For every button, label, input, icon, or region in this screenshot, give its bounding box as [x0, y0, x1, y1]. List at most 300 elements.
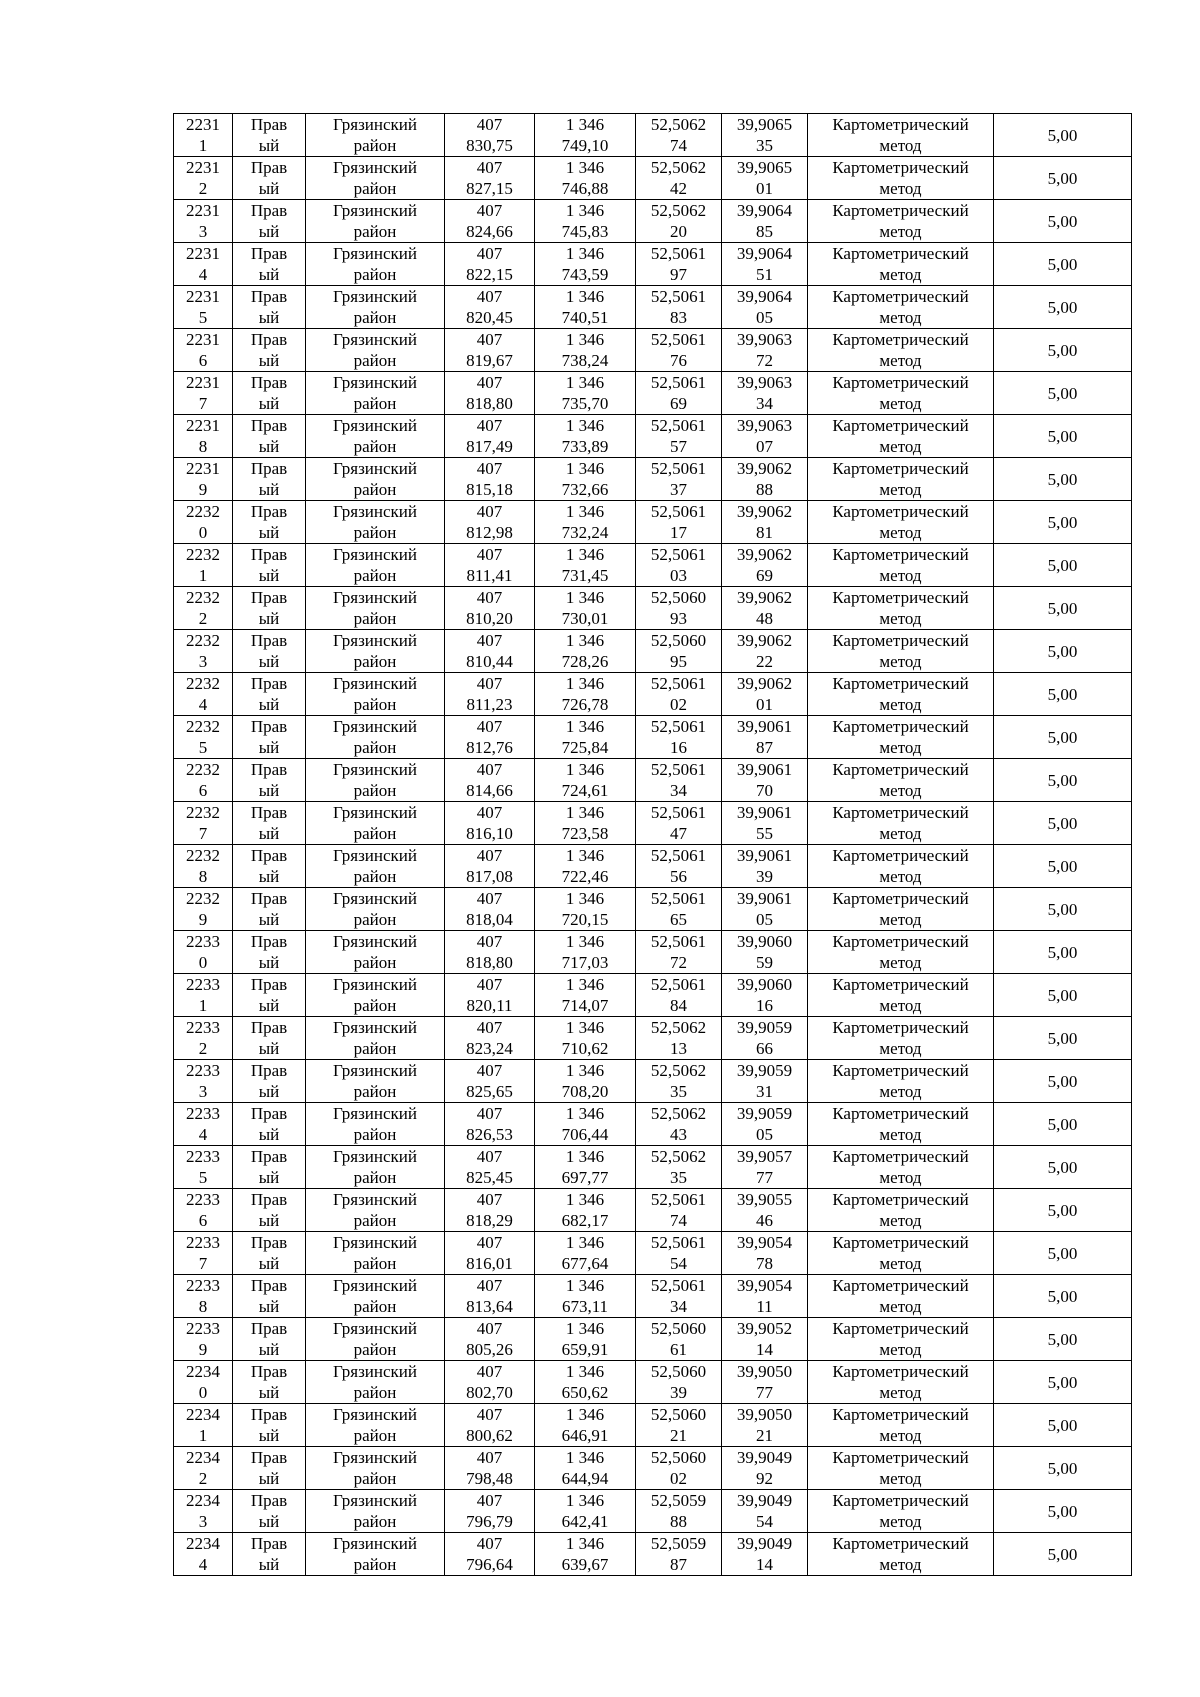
y-coordinate-cell-line: 1 346 — [565, 373, 605, 392]
bank-side-cell-line: ый — [258, 867, 280, 886]
method-cell-line: Картометрический — [832, 674, 969, 693]
longitude-cell-line: 39,9057 — [736, 1147, 793, 1166]
latitude-cell-line: 52,5060 — [650, 1362, 707, 1381]
bank-side-cell-line: ый — [258, 1555, 280, 1574]
y-coordinate-cell-line: 1 346 — [565, 846, 605, 865]
longitude-cell-line: 05 — [756, 910, 773, 929]
district-cell — [306, 888, 445, 931]
x-coordinate-cell-line: 407 — [476, 1534, 503, 1553]
point-number-cell-line: 2233 — [186, 1104, 220, 1123]
accuracy-cell-line: 5,00 — [1047, 469, 1078, 489]
y-coordinate-cell-line: 1 346 — [565, 717, 605, 736]
point-number-cell — [174, 888, 233, 931]
method-cell — [808, 372, 994, 415]
method-cell-line: Картометрический — [832, 717, 969, 736]
bank-side-cell-line: ый — [258, 1039, 280, 1058]
bank-side-cell — [233, 888, 306, 931]
longitude-cell-line: 39,9062 — [736, 588, 793, 607]
latitude-cell-line: 35 — [670, 1168, 687, 1187]
bank-side-cell-line: Прав — [250, 1276, 288, 1295]
longitude-cell-line: 14 — [756, 1340, 773, 1359]
y-coordinate-cell-line: 644,94 — [561, 1469, 609, 1488]
accuracy-cell — [994, 845, 1132, 888]
x-coordinate-cell-line: 407 — [476, 846, 503, 865]
latitude-cell — [636, 1060, 722, 1103]
method-cell — [808, 673, 994, 716]
method-cell-line: Картометрический — [832, 932, 969, 951]
district-cell-line: район — [353, 1512, 397, 1531]
longitude-cell-line: 31 — [756, 1082, 773, 1101]
bank-side-cell — [233, 1490, 306, 1533]
district-cell-line: Грязинский — [333, 631, 417, 650]
longitude-cell-line: 39 — [756, 867, 773, 886]
method-cell-line: Картометрический — [832, 1276, 969, 1295]
longitude-cell — [722, 845, 808, 888]
longitude-cell-line: 39,9065 — [736, 158, 793, 177]
latitude-cell-line: 52,5060 — [650, 631, 707, 650]
method-cell-line: метод — [879, 1383, 922, 1402]
accuracy-cell-line: 5,00 — [1047, 297, 1078, 317]
longitude-cell — [722, 931, 808, 974]
longitude-cell-line: 39,9063 — [736, 373, 793, 392]
district-cell — [306, 630, 445, 673]
x-coordinate-cell-line: 407 — [476, 545, 503, 564]
latitude-cell-line: 57 — [670, 437, 687, 456]
district-cell — [306, 1490, 445, 1533]
point-number-cell-line: 2 — [198, 609, 208, 628]
latitude-cell-line: 52,5059 — [650, 1491, 707, 1510]
method-cell-line: Картометрический — [832, 1147, 969, 1166]
district-cell-line: Грязинский — [333, 803, 417, 822]
method-cell-line: Картометрический — [832, 416, 969, 435]
point-number-cell-line: 0 — [198, 523, 208, 542]
bank-side-cell — [233, 1404, 306, 1447]
longitude-cell — [722, 544, 808, 587]
method-cell — [808, 286, 994, 329]
point-number-cell — [174, 759, 233, 802]
bank-side-cell-line: Прав — [250, 158, 288, 177]
method-cell-line: Картометрический — [832, 158, 969, 177]
table-row — [174, 1533, 1132, 1576]
x-coordinate-cell — [445, 888, 535, 931]
point-number-cell-line: 2233 — [186, 1233, 220, 1252]
y-coordinate-cell-line: 732,24 — [561, 523, 609, 542]
method-cell-line: Картометрический — [832, 244, 969, 263]
district-cell-line: Грязинский — [333, 502, 417, 521]
x-coordinate-cell-line: 407 — [476, 1319, 503, 1338]
latitude-cell — [636, 114, 722, 157]
y-coordinate-cell — [535, 888, 636, 931]
point-number-cell-line: 0 — [198, 953, 208, 972]
x-coordinate-cell-line: 407 — [476, 502, 503, 521]
bank-side-cell-line: ый — [258, 824, 280, 843]
latitude-cell-line: 52,5061 — [650, 287, 707, 306]
y-coordinate-cell-line: 1 346 — [565, 588, 605, 607]
latitude-cell — [636, 1103, 722, 1146]
y-coordinate-cell-line: 677,64 — [561, 1254, 609, 1273]
accuracy-cell-line: 5,00 — [1047, 211, 1078, 231]
bank-side-cell-line: Прав — [250, 1534, 288, 1553]
y-coordinate-cell-line: 1 346 — [565, 1319, 605, 1338]
accuracy-cell-line: 5,00 — [1047, 1329, 1078, 1349]
method-cell-line: метод — [879, 308, 922, 327]
longitude-cell — [722, 759, 808, 802]
point-number-cell — [174, 1533, 233, 1576]
method-cell-line: Картометрический — [832, 846, 969, 865]
y-coordinate-cell-line: 738,24 — [561, 351, 609, 370]
y-coordinate-cell-line: 706,44 — [561, 1125, 609, 1144]
latitude-cell — [636, 1232, 722, 1275]
longitude-cell-line: 54 — [756, 1512, 773, 1531]
x-coordinate-cell-line: 407 — [476, 1190, 503, 1209]
bank-side-cell-line: ый — [258, 953, 280, 972]
latitude-cell-line: 52,5061 — [650, 1276, 707, 1295]
bank-side-cell — [233, 673, 306, 716]
latitude-cell-line: 52,5061 — [650, 545, 707, 564]
method-cell-line: Картометрический — [832, 1448, 969, 1467]
accuracy-cell-line: 5,00 — [1047, 985, 1078, 1005]
y-coordinate-cell-line: 1 346 — [565, 1448, 605, 1467]
point-number-cell — [174, 458, 233, 501]
method-cell-line: Картометрический — [832, 330, 969, 349]
bank-side-cell-line: Прав — [250, 1319, 288, 1338]
y-coordinate-cell — [535, 544, 636, 587]
bank-side-cell — [233, 415, 306, 458]
latitude-cell — [636, 1318, 722, 1361]
y-coordinate-cell-line: 1 346 — [565, 1018, 605, 1037]
x-coordinate-cell-line: 818,80 — [466, 394, 513, 413]
point-number-cell — [174, 1103, 233, 1146]
method-cell — [808, 114, 994, 157]
accuracy-cell — [994, 157, 1132, 200]
method-cell-line: метод — [879, 1512, 922, 1531]
point-number-cell-line: 8 — [198, 867, 208, 886]
longitude-cell-line: 05 — [756, 1125, 773, 1144]
longitude-cell-line: 34 — [756, 394, 773, 413]
y-coordinate-cell — [535, 1361, 636, 1404]
y-coordinate-cell-line: 1 346 — [565, 1405, 605, 1424]
latitude-cell-line: 52,5061 — [650, 760, 707, 779]
district-cell-line: Грязинский — [333, 975, 417, 994]
latitude-cell-line: 87 — [670, 1555, 687, 1574]
latitude-cell — [636, 1361, 722, 1404]
district-cell — [306, 673, 445, 716]
point-number-cell-line: 0 — [198, 1383, 208, 1402]
longitude-cell — [722, 243, 808, 286]
longitude-cell — [722, 802, 808, 845]
longitude-cell — [722, 716, 808, 759]
accuracy-cell — [994, 1318, 1132, 1361]
latitude-cell-line: 74 — [670, 136, 687, 155]
district-cell — [306, 1189, 445, 1232]
point-number-cell-line: 2231 — [186, 373, 220, 392]
bank-side-cell-line: Прав — [250, 588, 288, 607]
bank-side-cell — [233, 1447, 306, 1490]
longitude-cell-line: 39,9049 — [736, 1491, 793, 1510]
district-cell-line: Грязинский — [333, 373, 417, 392]
bank-side-cell-line: ый — [258, 910, 280, 929]
accuracy-cell — [994, 802, 1132, 845]
latitude-cell — [636, 716, 722, 759]
bank-side-cell — [233, 1361, 306, 1404]
y-coordinate-cell — [535, 501, 636, 544]
table-row — [174, 458, 1132, 501]
accuracy-cell — [994, 759, 1132, 802]
point-number-cell — [174, 415, 233, 458]
longitude-cell — [722, 415, 808, 458]
longitude-cell-line: 39,9062 — [736, 631, 793, 650]
longitude-cell-line: 92 — [756, 1469, 773, 1488]
bank-side-cell-line: Прав — [250, 932, 288, 951]
x-coordinate-cell-line: 407 — [476, 1276, 503, 1295]
method-cell — [808, 974, 994, 1017]
x-coordinate-cell-line: 817,49 — [466, 437, 513, 456]
y-coordinate-cell-line: 1 346 — [565, 1190, 605, 1209]
bank-side-cell — [233, 931, 306, 974]
latitude-cell-line: 76 — [670, 351, 687, 370]
longitude-cell — [722, 1404, 808, 1447]
district-cell-line: район — [353, 1555, 397, 1574]
method-cell — [808, 802, 994, 845]
longitude-cell-line: 21 — [756, 1426, 773, 1445]
bank-side-cell-line: ый — [258, 1254, 280, 1273]
bank-side-cell-line: ый — [258, 1340, 280, 1359]
district-cell-line: Грязинский — [333, 717, 417, 736]
district-cell — [306, 1146, 445, 1189]
district-cell-line: район — [353, 953, 397, 972]
y-coordinate-cell — [535, 1275, 636, 1318]
longitude-cell-line: 39,9060 — [736, 932, 793, 951]
latitude-cell — [636, 630, 722, 673]
accuracy-cell-line: 5,00 — [1047, 1028, 1078, 1048]
longitude-cell-line: 39,9062 — [736, 545, 793, 564]
longitude-cell-line: 39,9059 — [736, 1018, 793, 1037]
longitude-cell-line: 87 — [756, 738, 773, 757]
longitude-cell-line: 35 — [756, 136, 773, 155]
bank-side-cell-line: ый — [258, 179, 280, 198]
y-coordinate-cell — [535, 1189, 636, 1232]
district-cell — [306, 931, 445, 974]
point-number-cell-line: 5 — [198, 1168, 208, 1187]
longitude-cell-line: 55 — [756, 824, 773, 843]
method-cell-line: метод — [879, 695, 922, 714]
y-coordinate-cell-line: 720,15 — [561, 910, 609, 929]
district-cell-line: район — [353, 910, 397, 929]
bank-side-cell-line: ый — [258, 1512, 280, 1531]
district-cell-line: район — [353, 1297, 397, 1316]
bank-side-cell-line: ый — [258, 222, 280, 241]
longitude-cell-line: 78 — [756, 1254, 773, 1273]
district-cell — [306, 243, 445, 286]
method-cell-line: метод — [879, 1340, 922, 1359]
point-number-cell-line: 2231 — [186, 201, 220, 220]
district-cell — [306, 329, 445, 372]
district-cell-line: район — [353, 695, 397, 714]
accuracy-cell-line: 5,00 — [1047, 254, 1078, 274]
point-number-cell — [174, 1017, 233, 1060]
bank-side-cell-line: ый — [258, 652, 280, 671]
latitude-cell-line: 52,5062 — [650, 115, 707, 134]
method-cell — [808, 1189, 994, 1232]
point-number-cell-line: 2232 — [186, 717, 220, 736]
table-row — [174, 243, 1132, 286]
x-coordinate-cell — [445, 200, 535, 243]
accuracy-cell — [994, 286, 1132, 329]
x-coordinate-cell — [445, 544, 535, 587]
latitude-cell-line: 52,5061 — [650, 717, 707, 736]
longitude-cell-line: 39,9059 — [736, 1061, 793, 1080]
y-coordinate-cell — [535, 243, 636, 286]
bank-side-cell — [233, 716, 306, 759]
y-coordinate-cell-line: 708,20 — [561, 1082, 609, 1101]
method-cell — [808, 200, 994, 243]
latitude-cell-line: 39 — [670, 1383, 687, 1402]
district-cell — [306, 1232, 445, 1275]
point-number-cell-line: 4 — [198, 695, 208, 714]
latitude-cell-line: 52,5061 — [650, 373, 707, 392]
x-coordinate-cell-line: 407 — [476, 975, 503, 994]
point-number-cell — [174, 1060, 233, 1103]
table-body — [174, 114, 1132, 1576]
district-cell-line: Грязинский — [333, 459, 417, 478]
x-coordinate-cell-line: 816,10 — [466, 824, 513, 843]
district-cell-line: район — [353, 1168, 397, 1187]
district-cell — [306, 1103, 445, 1146]
longitude-cell — [722, 1275, 808, 1318]
accuracy-cell — [994, 372, 1132, 415]
point-number-cell-line: 8 — [198, 437, 208, 456]
x-coordinate-cell-line: 407 — [476, 631, 503, 650]
accuracy-cell — [994, 1447, 1132, 1490]
table-row — [174, 1275, 1132, 1318]
point-number-cell — [174, 716, 233, 759]
method-cell-line: Картометрический — [832, 889, 969, 908]
latitude-cell-line: 52,5061 — [650, 674, 707, 693]
district-cell-line: район — [353, 394, 397, 413]
y-coordinate-cell-line: 1 346 — [565, 502, 605, 521]
longitude-cell — [722, 673, 808, 716]
x-coordinate-cell-line: 830,75 — [466, 136, 513, 155]
x-coordinate-cell — [445, 114, 535, 157]
longitude-cell-line: 01 — [756, 695, 773, 714]
method-cell-line: метод — [879, 437, 922, 456]
latitude-cell — [636, 329, 722, 372]
y-coordinate-cell-line: 1 346 — [565, 459, 605, 478]
district-cell-line: Грязинский — [333, 1448, 417, 1467]
bank-side-cell-line: Прав — [250, 631, 288, 650]
accuracy-cell-line: 5,00 — [1047, 1415, 1078, 1435]
latitude-cell — [636, 587, 722, 630]
longitude-cell-line: 22 — [756, 652, 773, 671]
method-cell-line: метод — [879, 1297, 922, 1316]
x-coordinate-cell — [445, 759, 535, 802]
district-cell-line: Грязинский — [333, 1233, 417, 1252]
x-coordinate-cell — [445, 587, 535, 630]
method-cell — [808, 1447, 994, 1490]
longitude-cell-line: 39,9061 — [736, 803, 793, 822]
point-number-cell-line: 2232 — [186, 803, 220, 822]
method-cell — [808, 888, 994, 931]
longitude-cell-line: 39,9065 — [736, 115, 793, 134]
bank-side-cell-line: Прав — [250, 975, 288, 994]
latitude-cell-line: 43 — [670, 1125, 687, 1144]
y-coordinate-cell-line: 1 346 — [565, 1362, 605, 1381]
method-cell-line: метод — [879, 394, 922, 413]
accuracy-cell-line: 5,00 — [1047, 340, 1078, 360]
table-row — [174, 845, 1132, 888]
longitude-cell-line: 88 — [756, 480, 773, 499]
latitude-cell — [636, 1404, 722, 1447]
method-cell-line: метод — [879, 609, 922, 628]
longitude-cell — [722, 587, 808, 630]
method-cell — [808, 1060, 994, 1103]
district-cell — [306, 458, 445, 501]
y-coordinate-cell-line: 735,70 — [561, 394, 609, 413]
x-coordinate-cell-line: 819,67 — [466, 351, 513, 370]
latitude-cell — [636, 1017, 722, 1060]
method-cell — [808, 630, 994, 673]
x-coordinate-cell — [445, 1361, 535, 1404]
latitude-cell-line: 34 — [670, 781, 687, 800]
accuracy-cell — [994, 673, 1132, 716]
bank-side-cell-line: Прав — [250, 502, 288, 521]
accuracy-cell — [994, 1103, 1132, 1146]
latitude-cell-line: 52,5061 — [650, 244, 707, 263]
point-number-cell — [174, 1232, 233, 1275]
x-coordinate-cell-line: 805,26 — [466, 1340, 513, 1359]
accuracy-cell-line: 5,00 — [1047, 512, 1078, 532]
point-number-cell — [174, 286, 233, 329]
longitude-cell-line: 59 — [756, 953, 773, 972]
bank-side-cell-line: Прав — [250, 1491, 288, 1510]
y-coordinate-cell-line: 1 346 — [565, 1061, 605, 1080]
accuracy-cell — [994, 974, 1132, 1017]
x-coordinate-cell — [445, 716, 535, 759]
bank-side-cell-line: ый — [258, 136, 280, 155]
y-coordinate-cell-line: 749,10 — [561, 136, 609, 155]
district-cell-line: Грязинский — [333, 244, 417, 263]
y-coordinate-cell — [535, 931, 636, 974]
x-coordinate-cell — [445, 1404, 535, 1447]
district-cell-line: район — [353, 1082, 397, 1101]
method-cell — [808, 1318, 994, 1361]
y-coordinate-cell-line: 1 346 — [565, 416, 605, 435]
method-cell-line: метод — [879, 1039, 922, 1058]
longitude-cell-line: 39,9050 — [736, 1362, 793, 1381]
y-coordinate-cell — [535, 845, 636, 888]
accuracy-cell-line: 5,00 — [1047, 168, 1078, 188]
method-cell-line: метод — [879, 652, 922, 671]
x-coordinate-cell — [445, 1017, 535, 1060]
x-coordinate-cell — [445, 1232, 535, 1275]
x-coordinate-cell-line: 407 — [476, 115, 503, 134]
longitude-cell-line: 39,9059 — [736, 1104, 793, 1123]
x-coordinate-cell-line: 407 — [476, 674, 503, 693]
y-coordinate-cell — [535, 1232, 636, 1275]
x-coordinate-cell-line: 407 — [476, 588, 503, 607]
x-coordinate-cell-line: 407 — [476, 287, 503, 306]
longitude-cell — [722, 372, 808, 415]
y-coordinate-cell — [535, 1318, 636, 1361]
table-row — [174, 1404, 1132, 1447]
bank-side-cell-line: Прав — [250, 760, 288, 779]
method-cell-line: Картометрический — [832, 1405, 969, 1424]
y-coordinate-cell-line: 732,66 — [561, 480, 609, 499]
table-row — [174, 587, 1132, 630]
y-coordinate-cell — [535, 716, 636, 759]
district-cell — [306, 200, 445, 243]
district-cell — [306, 1275, 445, 1318]
